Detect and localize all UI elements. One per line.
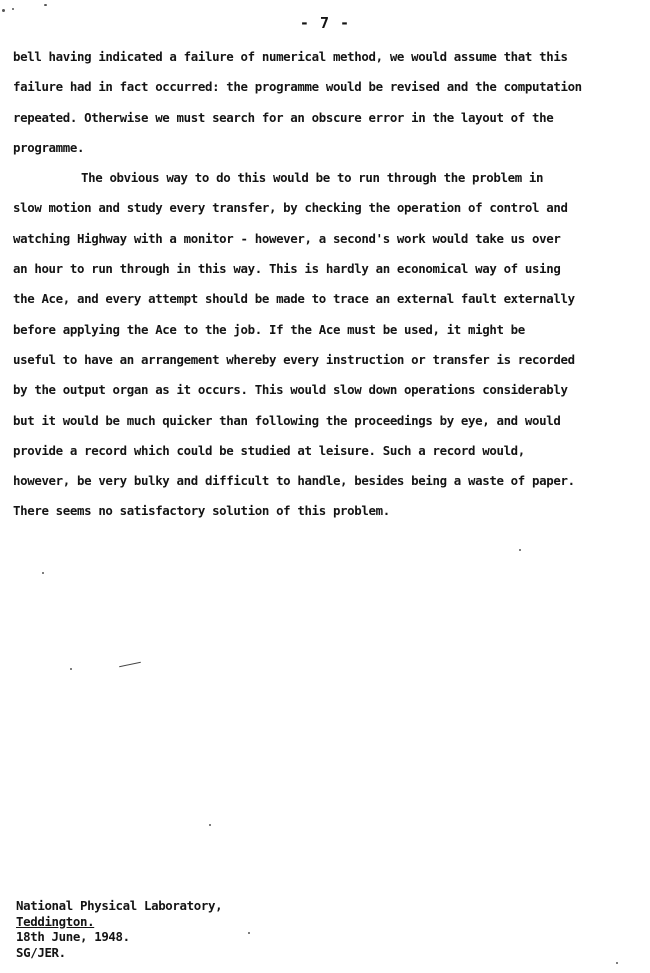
text-line: There seems no satisfactory solution of this problem. — [13, 503, 390, 519]
scan-speck — [2, 9, 5, 12]
place-line: Teddington. — [16, 913, 95, 929]
scan-mark — [119, 662, 141, 668]
paragraph-1 — [13, 46, 637, 167]
text-line: repeated. Otherwise we must search for an obscure error in the layout of the — [13, 109, 554, 125]
text-line: useful to have an arrangement whereby every instruction or transfer is recorded — [13, 351, 575, 367]
scan-speck — [519, 549, 521, 551]
body-text — [13, 46, 637, 531]
scan-speck — [12, 8, 14, 10]
text-line: by the output organ as it occurs. This would slow down operations considerably — [13, 382, 568, 398]
text-line: however, be very bulky and difficult to handle, besides being a waste of paper. — [13, 473, 575, 489]
signature-block — [16, 898, 222, 960]
text-line: watching Highway with a monitor - however, a second's work would take us over — [13, 230, 561, 246]
text-line: an hour to run through in this way. This is hardly an economical way of using — [13, 261, 561, 277]
scan-speck — [44, 4, 47, 6]
date-line: 18th June, 1948. — [16, 929, 130, 944]
text-line: bell having indicated a failure of numerical method, we would assume that this — [13, 49, 568, 64]
page-number: - 7 - — [299, 14, 351, 32]
scan-speck — [616, 962, 618, 964]
text-line: but it would be much quicker than following the proceedings by eye, and would — [13, 412, 561, 428]
scan-speck — [209, 824, 211, 826]
initials-line: SG/JER. — [16, 944, 66, 960]
text-line: failure had in fact occurred: the programme would be revised and the computation — [13, 79, 582, 95]
text-line: the Ace, and every attempt should be made to trace an external fault externally — [13, 291, 575, 307]
scan-speck — [42, 572, 44, 574]
text-line: slow motion and study every transfer, by checking the operation of control and — [13, 200, 568, 216]
text-line: The obvious way to do this would be to run through the problem in — [81, 170, 544, 186]
institution-line: National Physical Laboratory, — [16, 898, 223, 913]
scan-speck — [248, 932, 250, 934]
text-line: provide a record which could be studied at leisure. Such a record would, — [13, 442, 525, 458]
paragraph-2 — [13, 167, 637, 531]
scan-speck — [70, 668, 72, 670]
text-line: before applying the Ace to the job. If the Ace must be used, it might be — [13, 321, 525, 337]
text-line: programme. — [13, 139, 85, 155]
